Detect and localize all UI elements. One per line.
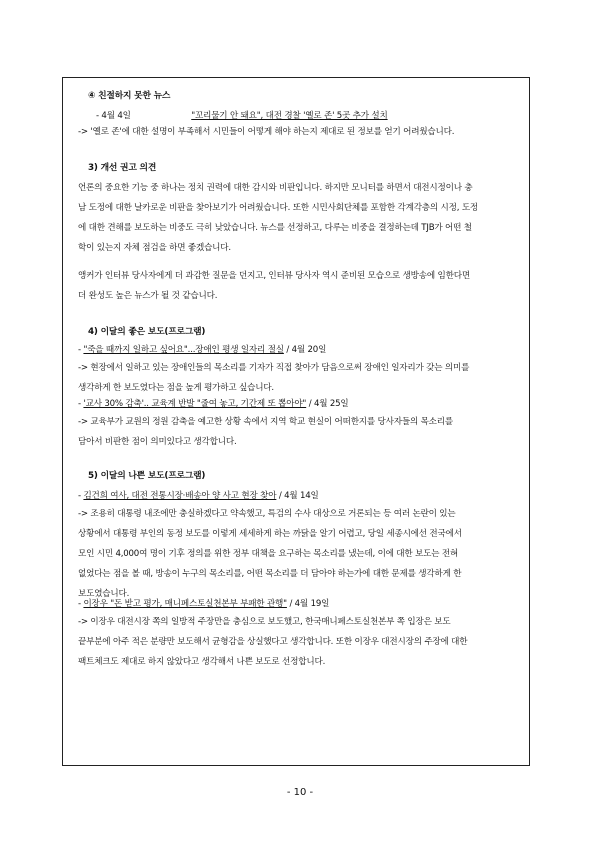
bad-report-comment bbox=[78, 612, 518, 672]
item-comment: -> '옐로 존'에 대한 설명이 부족해서 시민들이 어떻게 해야 하는지 제대로 된 정보를 얻기 어려웠습니다. bbox=[78, 127, 455, 137]
text-line: -> 이장우 대전시장 쪽의 일방적 주장만을 충심으로 보도했고, 한국매니페스토실천본부 쪽 입장은 보도 bbox=[78, 617, 451, 627]
text-line: 남 도정에 대한 날카로운 비판을 찾아보기가 어려웠습니다. 또한 시민사회단체를 포함한 각계각층의 시정, 도정 bbox=[78, 203, 479, 213]
good-report-comment bbox=[78, 412, 518, 452]
text-line: 없었다는 점을 볼 때, 방송이 누구의 목소리를, 어떤 목소리를 더 담아야 하는가에 대한 문제를 생각하게 한 bbox=[78, 569, 462, 579]
text-line: 팩트체크도 제대로 하지 않았다고 생각해서 나쁜 보도로 선정합니다. bbox=[78, 657, 326, 667]
bad-report-item bbox=[78, 486, 518, 506]
good-report-item bbox=[78, 340, 518, 360]
text-line: -> 교육부가 교원의 정원 감축을 예고한 상황 속에서 지역 학교 현실이 어떠한지를 당사자들의 목소리를 bbox=[78, 417, 453, 427]
text-line: -> 조용히 대통령 내조에만 충실하겠다고 약속했고, 특검의 수사 대상으로 거론되는 등 여러 논란이 있는 bbox=[78, 509, 456, 519]
item-prefix: - bbox=[78, 491, 84, 501]
item-prefix: - bbox=[78, 399, 84, 409]
text-line: 끝부분에 아주 적은 분량만 보도해서 균형감을 상실했다고 생각합니다. 또한 이장우 대전시장의 주장에 대한 bbox=[78, 637, 468, 647]
item-prefix: - bbox=[78, 345, 84, 355]
item-prefix: - bbox=[78, 599, 84, 609]
item-headline: "죽을 때까지 일하고 싶어요"...장애인 평생 일자리 절실 bbox=[83, 345, 284, 355]
text-line: 생각하게 한 보도였다는 점을 높게 평가하고 싶습니다. bbox=[78, 383, 274, 393]
text-line: 담아서 비판한 점이 의미있다고 생각합니다. bbox=[78, 437, 237, 447]
text-line: 보도였습니다. bbox=[78, 589, 130, 599]
item-date: / 4월 19일 bbox=[286, 599, 330, 609]
recommendation-paragraph-1 bbox=[78, 178, 518, 258]
item-headline: "꼬리물기 안 돼요", 대전 경찰 '옐로 존' 5곳 추가 설치 bbox=[191, 111, 388, 121]
section-title-good-reports: 4) 이달의 좋은 보도(프로그램) bbox=[88, 327, 206, 337]
text-line: 더 완성도 높은 뉴스가 될 것 같습니다. bbox=[78, 291, 218, 301]
text-line: 상황에서 대통령 부인의 동정 보도를 이렇게 세세하게 하는 까닭을 알기 어렵고, 당일 세종시에선 전국에서 bbox=[78, 529, 462, 539]
text-line: 언론의 중요한 기능 중 하나는 정치 권력에 대한 감시와 비판입니다. 하지만 모니터를 하면서 대전시정이나 충 bbox=[78, 183, 473, 193]
text-line: 학이 있는지 자체 점검을 하면 좋겠습니다. bbox=[78, 243, 231, 253]
item-date: / 4월 25일 bbox=[306, 399, 349, 409]
text-line: 앵커가 인터뷰 당사자에게 더 과감한 질문을 던지고, 인터뷰 당사자 역시 준비된 모습으로 생방송에 임한다면 bbox=[78, 271, 470, 281]
good-report-item bbox=[78, 394, 518, 414]
section-title-recommendations: 3) 개선 권고 의견 bbox=[88, 163, 157, 173]
bad-report-comment bbox=[78, 504, 518, 604]
section-title-bad-reports: 5) 이달의 나쁜 보도(프로그램) bbox=[88, 471, 206, 481]
text-line: 모인 시민 4,000여 명이 기후 정의를 위한 정부 대책을 요구하는 목소리를 냈는데, 이에 대한 보도는 전혀 bbox=[78, 549, 459, 559]
item-headline: '교사 30% 감축'.. 교육계 반발 "줄여 놓고, 기간제 또 뽑아야" bbox=[83, 399, 307, 409]
item-headline: 이장우 "돈 받고 평가, 매니페스토실천본부 부패한 관행" bbox=[83, 599, 287, 609]
item-headline: 김건희 여사, 대전 전통시장·배송아 양 사고 현장 찾아 bbox=[83, 491, 277, 501]
text-line: 에 대한 견해를 보도하는 비중도 극히 낮았습니다. 뉴스를 선정하고, 다루는 비중을 결정하는데 TJB가 어떤 철 bbox=[78, 223, 472, 233]
section-title-unfriendly-news: ④ 친절하지 못한 뉴스 bbox=[88, 91, 171, 101]
bad-report-item bbox=[78, 594, 518, 614]
text-line: -> 현장에서 일하고 있는 장애인들의 목소리를 기자가 직접 찾아가 담음으로써 장애인 일자리가 갖는 의미를 bbox=[78, 363, 470, 373]
recommendation-paragraph-2 bbox=[78, 266, 518, 306]
page-number: - 10 - bbox=[286, 787, 314, 798]
good-report-comment bbox=[78, 358, 518, 398]
item-date: / 4월 14일 bbox=[276, 491, 319, 501]
item-date: / 4월 20일 bbox=[283, 345, 327, 355]
item-date: - 4월 4일 bbox=[96, 111, 134, 121]
